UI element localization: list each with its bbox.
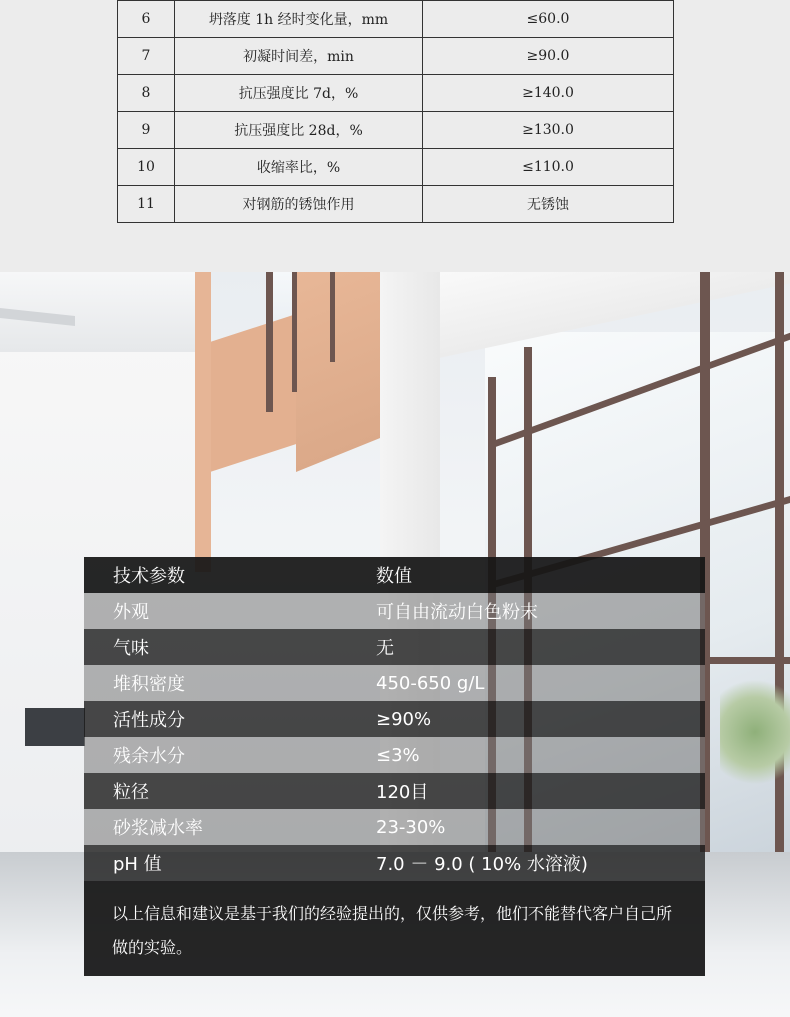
param-value: ≥90%: [376, 708, 432, 730]
row-value: ≥90.0: [423, 38, 674, 75]
photo-window-frame: [700, 657, 790, 664]
table-row: [118, 186, 674, 223]
row-number: 8: [118, 75, 175, 112]
header-value: 数值: [376, 566, 412, 587]
param-key: 气味: [113, 638, 149, 659]
param-value: ≤3%: [376, 744, 420, 766]
param-key: 残余水分: [113, 746, 185, 767]
photo-window-frame: [292, 272, 297, 392]
row-item: 抗压强度比 28d，%: [175, 112, 423, 149]
row-value: 无锈蚀: [423, 186, 674, 223]
parameters-header-row: [84, 557, 705, 593]
row-number: 11: [118, 186, 175, 223]
param-value: 无: [376, 638, 394, 659]
row-item: 坍落度 1h 经时变化量，mm: [175, 1, 423, 38]
row-item: 抗压强度比 7d，%: [175, 75, 423, 112]
table-row: [118, 112, 674, 149]
row-number: 6: [118, 1, 175, 38]
parameters-panel: [84, 557, 705, 976]
table-row: [118, 75, 674, 112]
header-key: 技术参数: [113, 566, 185, 587]
param-key: 砂浆减水率: [113, 818, 203, 839]
table-row: [84, 665, 705, 701]
row-value: ≤110.0: [423, 149, 674, 186]
photo-window-frame: [330, 272, 335, 362]
table-row: [118, 149, 674, 186]
param-key: 活性成分: [113, 710, 185, 731]
param-value: 7.0 － 9.0 ( 10% 水溶液): [376, 854, 588, 875]
param-value: 120目: [376, 782, 429, 803]
table-row: [84, 809, 705, 845]
param-key: 堆积密度: [113, 674, 185, 695]
param-key: 粒径: [113, 782, 149, 803]
param-value: 可自由流动白色粉末: [376, 602, 538, 623]
photo-window-frame: [266, 272, 273, 412]
row-value: ≤60.0: [423, 1, 674, 38]
param-value: 450-650 g/L: [376, 672, 485, 694]
param-key: 外观: [113, 602, 149, 623]
param-value: 23-30%: [376, 816, 446, 838]
param-key: pH 值: [113, 854, 162, 875]
photo-tree: [720, 672, 790, 792]
row-number: 7: [118, 38, 175, 75]
table-row: [84, 845, 705, 881]
row-item: 对钢筋的锈蚀作用: [175, 186, 423, 223]
row-item: 初凝时间差，min: [175, 38, 423, 75]
table-row: [84, 593, 705, 629]
row-value: ≥130.0: [423, 112, 674, 149]
table-row: [84, 737, 705, 773]
photo-accent-column: [195, 272, 211, 572]
row-number: 9: [118, 112, 175, 149]
row-number: 10: [118, 149, 175, 186]
table-row: [84, 701, 705, 737]
row-value: ≥140.0: [423, 75, 674, 112]
photo-dark-panel: [25, 708, 85, 746]
table-row: [118, 38, 674, 75]
table-row: [118, 1, 674, 38]
row-item: 收缩率比，%: [175, 149, 423, 186]
disclaimer-note: 以上信息和建议是基于我们的经验提出的，仅供参考，他们不能替代客户自己所做的实验。: [84, 881, 705, 976]
table-row: [84, 629, 705, 665]
table-row: [84, 773, 705, 809]
spec-table: [117, 0, 674, 223]
